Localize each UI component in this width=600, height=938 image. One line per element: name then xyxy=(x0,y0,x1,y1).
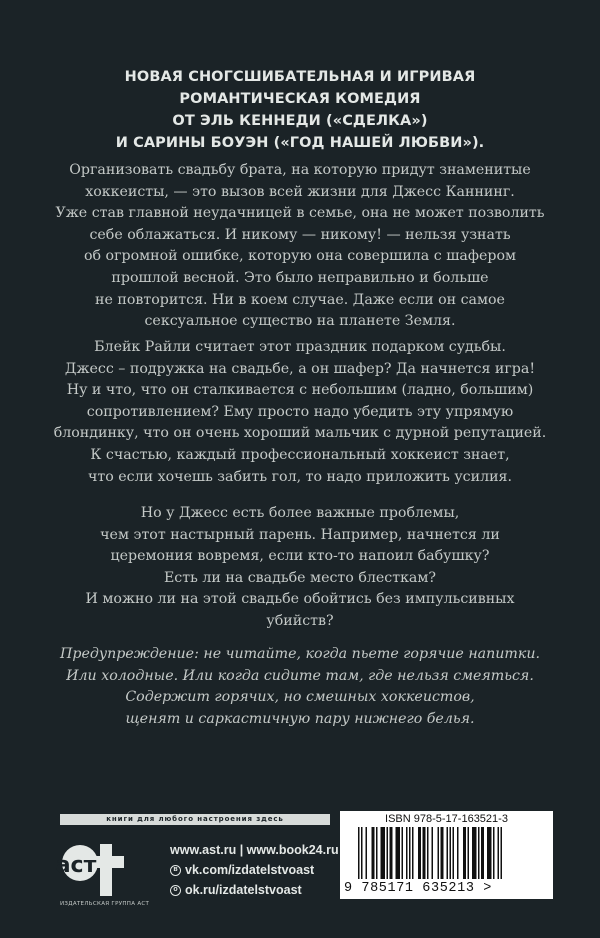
text-line: что если хочешь забить гол, то надо приложить усилия. xyxy=(87,468,513,485)
ok-icon: о xyxy=(170,885,181,896)
blurb-paragraph-3 xyxy=(40,503,560,633)
text-line: Уже став главной неудачницей в семье, она не может позволить xyxy=(55,205,545,222)
publisher-name: ИЗДАТЕЛЬСКАЯ ГРУППА АСТ xyxy=(60,901,150,907)
vk-link[interactable] xyxy=(170,860,339,880)
text-line: церемония вовремя, если кто-то напоил бабушку? xyxy=(110,548,490,565)
text-line: Организовать свадьбу брата, на которую придут знаменитые xyxy=(69,162,531,178)
text-line: Содержит горячих, но смешных хоккеистов, xyxy=(125,689,475,706)
blurb-paragraph-1 xyxy=(40,160,560,333)
text-line: себе облажаться. И никому — никому! — нельзя узнать xyxy=(89,226,511,243)
headline-line: ОТ ЭЛЬ КЕННЕДИ («СДЕЛКА») xyxy=(172,113,428,129)
text-line: щенят и саркастичную пару нижнего белья. xyxy=(125,710,475,727)
text-line: не повторится. Ни в коем случае. Даже если он самое xyxy=(95,291,505,308)
text-line: об огромной ошибке, которую она совершила с шафером xyxy=(83,248,517,265)
barcode-digits: 9 785171 635213 > xyxy=(344,881,492,896)
barcode-box xyxy=(340,811,553,899)
barcode-bars xyxy=(358,827,544,885)
website-links[interactable] xyxy=(170,840,339,860)
ok-text: ok.ru/izdatelstvoast xyxy=(185,883,302,897)
headline-line: НОВАЯ СНОГСШИБАТЕЛЬНАЯ И ИГРИВАЯ xyxy=(124,69,476,85)
text-line: сексуальное существо на планете Земля. xyxy=(144,313,456,330)
headline-line: И САРИНЫ БОУЭН («ГОД НАШЕЙ ЛЮБВИ»). xyxy=(115,135,485,151)
text-line: чем этот настырный парень. Например, начнется ли xyxy=(100,526,500,543)
ast-logo xyxy=(55,836,132,898)
text-line: Или холодные. Или когда сидите там, где нельзя смеяться. xyxy=(66,667,534,684)
warning-paragraph xyxy=(40,644,560,730)
text-line: Но у Джесс есть более важные проблемы, xyxy=(140,505,460,521)
text-line: Джесс – подружка на свадьбе, а он шафер? Да начнется игра! xyxy=(64,360,536,377)
text-line: Предупреждение: не читайте, когда пьете горячие напитки. xyxy=(60,646,540,662)
text-line: К счастью, каждый профессиональный хоккеист знает, xyxy=(90,446,510,463)
text-line: прошлой весной. Это было неправильно и больше xyxy=(111,269,489,286)
isbn-text: ISBN 978-5-17-163521-3 xyxy=(385,813,508,825)
contact-links xyxy=(170,840,339,900)
ok-link[interactable] xyxy=(170,880,339,900)
text-line: Есть ли на свадьбе место блесткам? xyxy=(163,569,437,586)
logo-text: аст xyxy=(55,853,97,878)
text-line: Блейк Райли считает этот праздник подарком судьбы. xyxy=(94,339,506,355)
vk-icon: в xyxy=(170,865,181,876)
website-text: www.ast.ru | www.book24.ru xyxy=(170,843,339,857)
text-line: Ну и что, что он сталкивается с небольшим (ладно, большим) xyxy=(66,382,534,399)
text-line: блондинку, что он очень хороший мальчик с дурной репутацией. xyxy=(53,425,547,442)
headline xyxy=(60,66,540,154)
vk-text: vk.com/izdatelstvoast xyxy=(185,863,315,877)
headline-line: РОМАНТИЧЕСКАЯ КОМЕДИЯ xyxy=(179,91,421,107)
blurb-paragraph-2 xyxy=(40,337,560,488)
text-line: хоккеисты, — это вызов всей жизни для Джесс Каннинг. xyxy=(85,183,515,200)
text-line: И можно ли на этой свадьбе обойтись без импульсивных xyxy=(85,591,515,608)
text-line: убийств? xyxy=(266,612,334,629)
text-line: сопротивлением? Ему просто надо убедить эту упрямую xyxy=(86,403,514,420)
tagline-banner: книги для любого настроения здесь xyxy=(60,814,330,825)
